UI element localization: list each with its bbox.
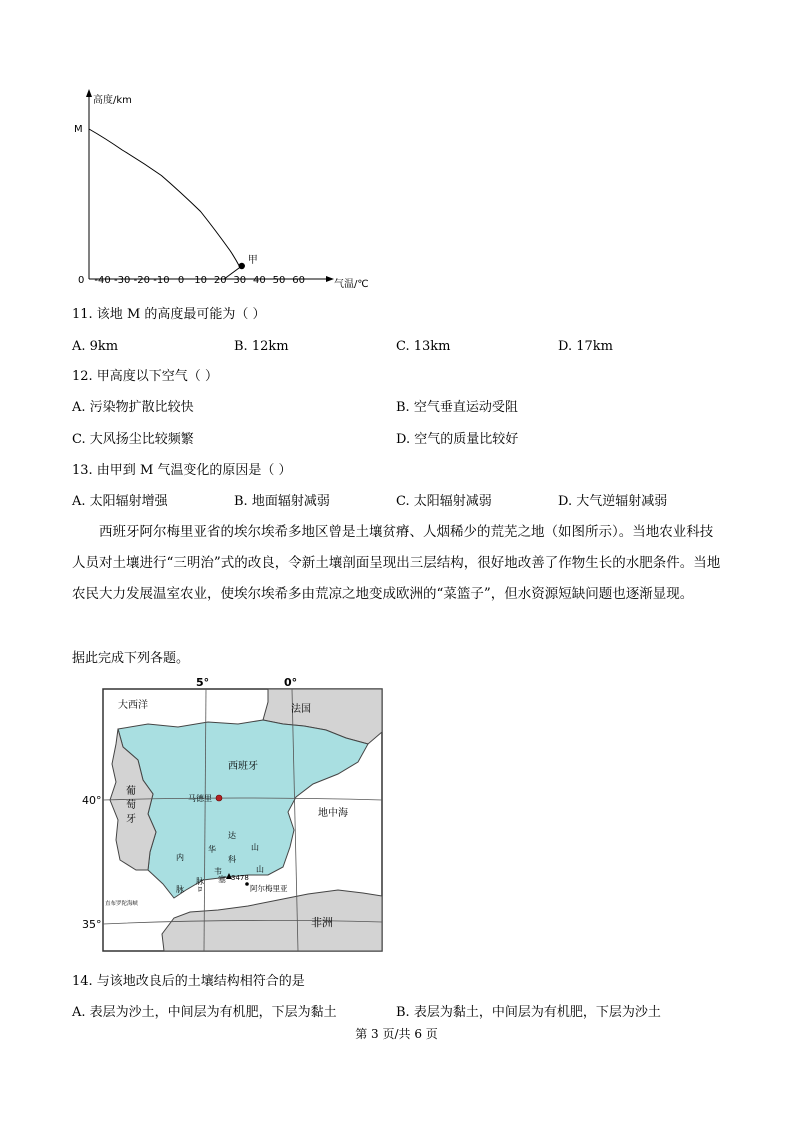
almeria-label: 阿尔梅里亚	[250, 884, 288, 893]
x-tick-label: 60	[292, 275, 305, 286]
x-tick-label: 20	[213, 275, 227, 286]
x-tick-label: -30	[114, 275, 131, 286]
lon-5w-label: 5°	[196, 676, 210, 689]
x-tick-label: 0	[177, 275, 185, 286]
q11-option-d[interactable]: D. 17km	[558, 339, 613, 354]
mountain-label-char: 脉	[196, 877, 204, 886]
x-tick-label: 40	[253, 275, 266, 286]
madrid-label: 马德里	[188, 794, 212, 803]
question-13-stem: 13. 由甲到 M 气温变化的原因是（ ）	[72, 463, 292, 478]
spain-label: 西班牙	[228, 761, 258, 772]
passage-instruction: 据此完成下列各题。	[72, 651, 190, 666]
question-12-stem: 12. 甲高度以下空气（ ）	[72, 369, 218, 384]
y-zero-label: 0	[78, 275, 85, 286]
spain-map	[78, 672, 398, 957]
mediterranean-label: 地中海	[318, 808, 348, 819]
x-tick-label: -10	[153, 275, 170, 286]
q12-option-d[interactable]: D. 空气的质量比较好	[396, 432, 519, 447]
lat-40n-label: 40°	[82, 794, 102, 807]
q11-option-c[interactable]: C. 13km	[396, 339, 451, 354]
africa-label: 非洲	[311, 916, 333, 929]
mountain-label-char: 山	[251, 843, 259, 852]
y-top-label: M	[74, 124, 83, 135]
page-footer: 第 3 页/共 6 页	[355, 1027, 438, 1041]
portugal-label-1: 葡	[126, 786, 136, 797]
q12-option-c[interactable]: C. 大风扬尘比较频繁	[72, 432, 194, 447]
q13-option-a[interactable]: A. 太阳辐射增强	[72, 494, 168, 509]
x-tick-label: 10	[194, 275, 207, 286]
portugal-label-3: 牙	[126, 814, 136, 825]
q11-option-b[interactable]: B. 12km	[234, 339, 289, 354]
portugal-label-2: 萄	[126, 800, 136, 811]
mountain-label-char: ﾛ	[198, 885, 202, 894]
mountain-label-char: 脉	[176, 885, 184, 894]
france-label: 法国	[291, 704, 311, 715]
q13-option-d[interactable]: D. 大气逆辐射减弱	[558, 494, 668, 509]
q14-option-a[interactable]: A. 表层为沙土，中间层为有机肥，下层为黏土	[72, 1005, 337, 1020]
q13-option-b[interactable]: B. 地面辐射减弱	[234, 494, 330, 509]
mountain-label-char: 科	[228, 855, 236, 864]
question-11-stem: 11. 该地 M 的高度最可能为（ ）	[72, 307, 266, 322]
x-tick-labels	[94, 275, 305, 286]
temperature-curve	[89, 129, 242, 267]
point-jia-label: 甲	[247, 255, 258, 266]
mountain-label-char: 内	[176, 853, 184, 862]
x-tick-label: -20	[133, 275, 150, 286]
passage-text: 西班牙阿尔梅里亚省的埃尔埃希多地区曾是土壤贫瘠、人烟稀少的荒芜之地（如图所示）。当地农业科技人员对土壤进行“三明治”式的改良，令新土壤剖面呈现出三层结构，很好地改善了作物生长的水肥条件。当地农民大力发展温室农业，使埃尔埃希多由荒凉之地变成欧洲的“菜篮子”，但水资源短缺问题也逐渐显现。	[72, 524, 721, 602]
mountain-label-char: 韦	[214, 867, 222, 876]
mountain-label-char: 华	[208, 845, 216, 854]
mountain-label-char: 塞	[218, 875, 226, 884]
x-tick-label: 50	[272, 275, 286, 286]
reading-passage	[72, 517, 722, 610]
x-axis-label: 气温/℃	[334, 279, 369, 290]
peak-elevation-label: 3478	[231, 874, 249, 882]
lat-35n-label: 35°	[82, 918, 102, 931]
q11-option-a[interactable]: A. 9km	[72, 339, 119, 354]
y-axis-label: 高度/km	[93, 95, 132, 106]
q14-option-b[interactable]: B. 表层为黏土，中间层为有机肥，下层为沙土	[396, 1005, 661, 1020]
y-axis-arrow	[86, 89, 92, 97]
question-14-stem: 14. 与该地改良后的土壤结构相符合的是	[72, 974, 305, 989]
altitude-temperature-chart	[60, 85, 400, 295]
madrid-capital-dot	[216, 795, 222, 801]
almeria-dot	[245, 882, 249, 886]
mountain-label-char: 山	[256, 865, 264, 874]
x-tick-label: -40	[94, 275, 111, 286]
q13-option-c[interactable]: C. 太阳辐射减弱	[396, 494, 492, 509]
lon-0-label: 0°	[284, 676, 298, 689]
x-tick-label: 30	[233, 275, 247, 286]
q12-option-a[interactable]: A. 污染物扩散比较快	[72, 400, 194, 415]
q12-option-b[interactable]: B. 空气垂直运动受阻	[396, 400, 518, 415]
atlantic-label: 大西洋	[118, 700, 148, 711]
mountain-label-char: 达	[228, 831, 236, 840]
gibraltar-label: 直布罗陀海峡	[105, 901, 139, 907]
x-axis-arrow	[326, 276, 334, 282]
